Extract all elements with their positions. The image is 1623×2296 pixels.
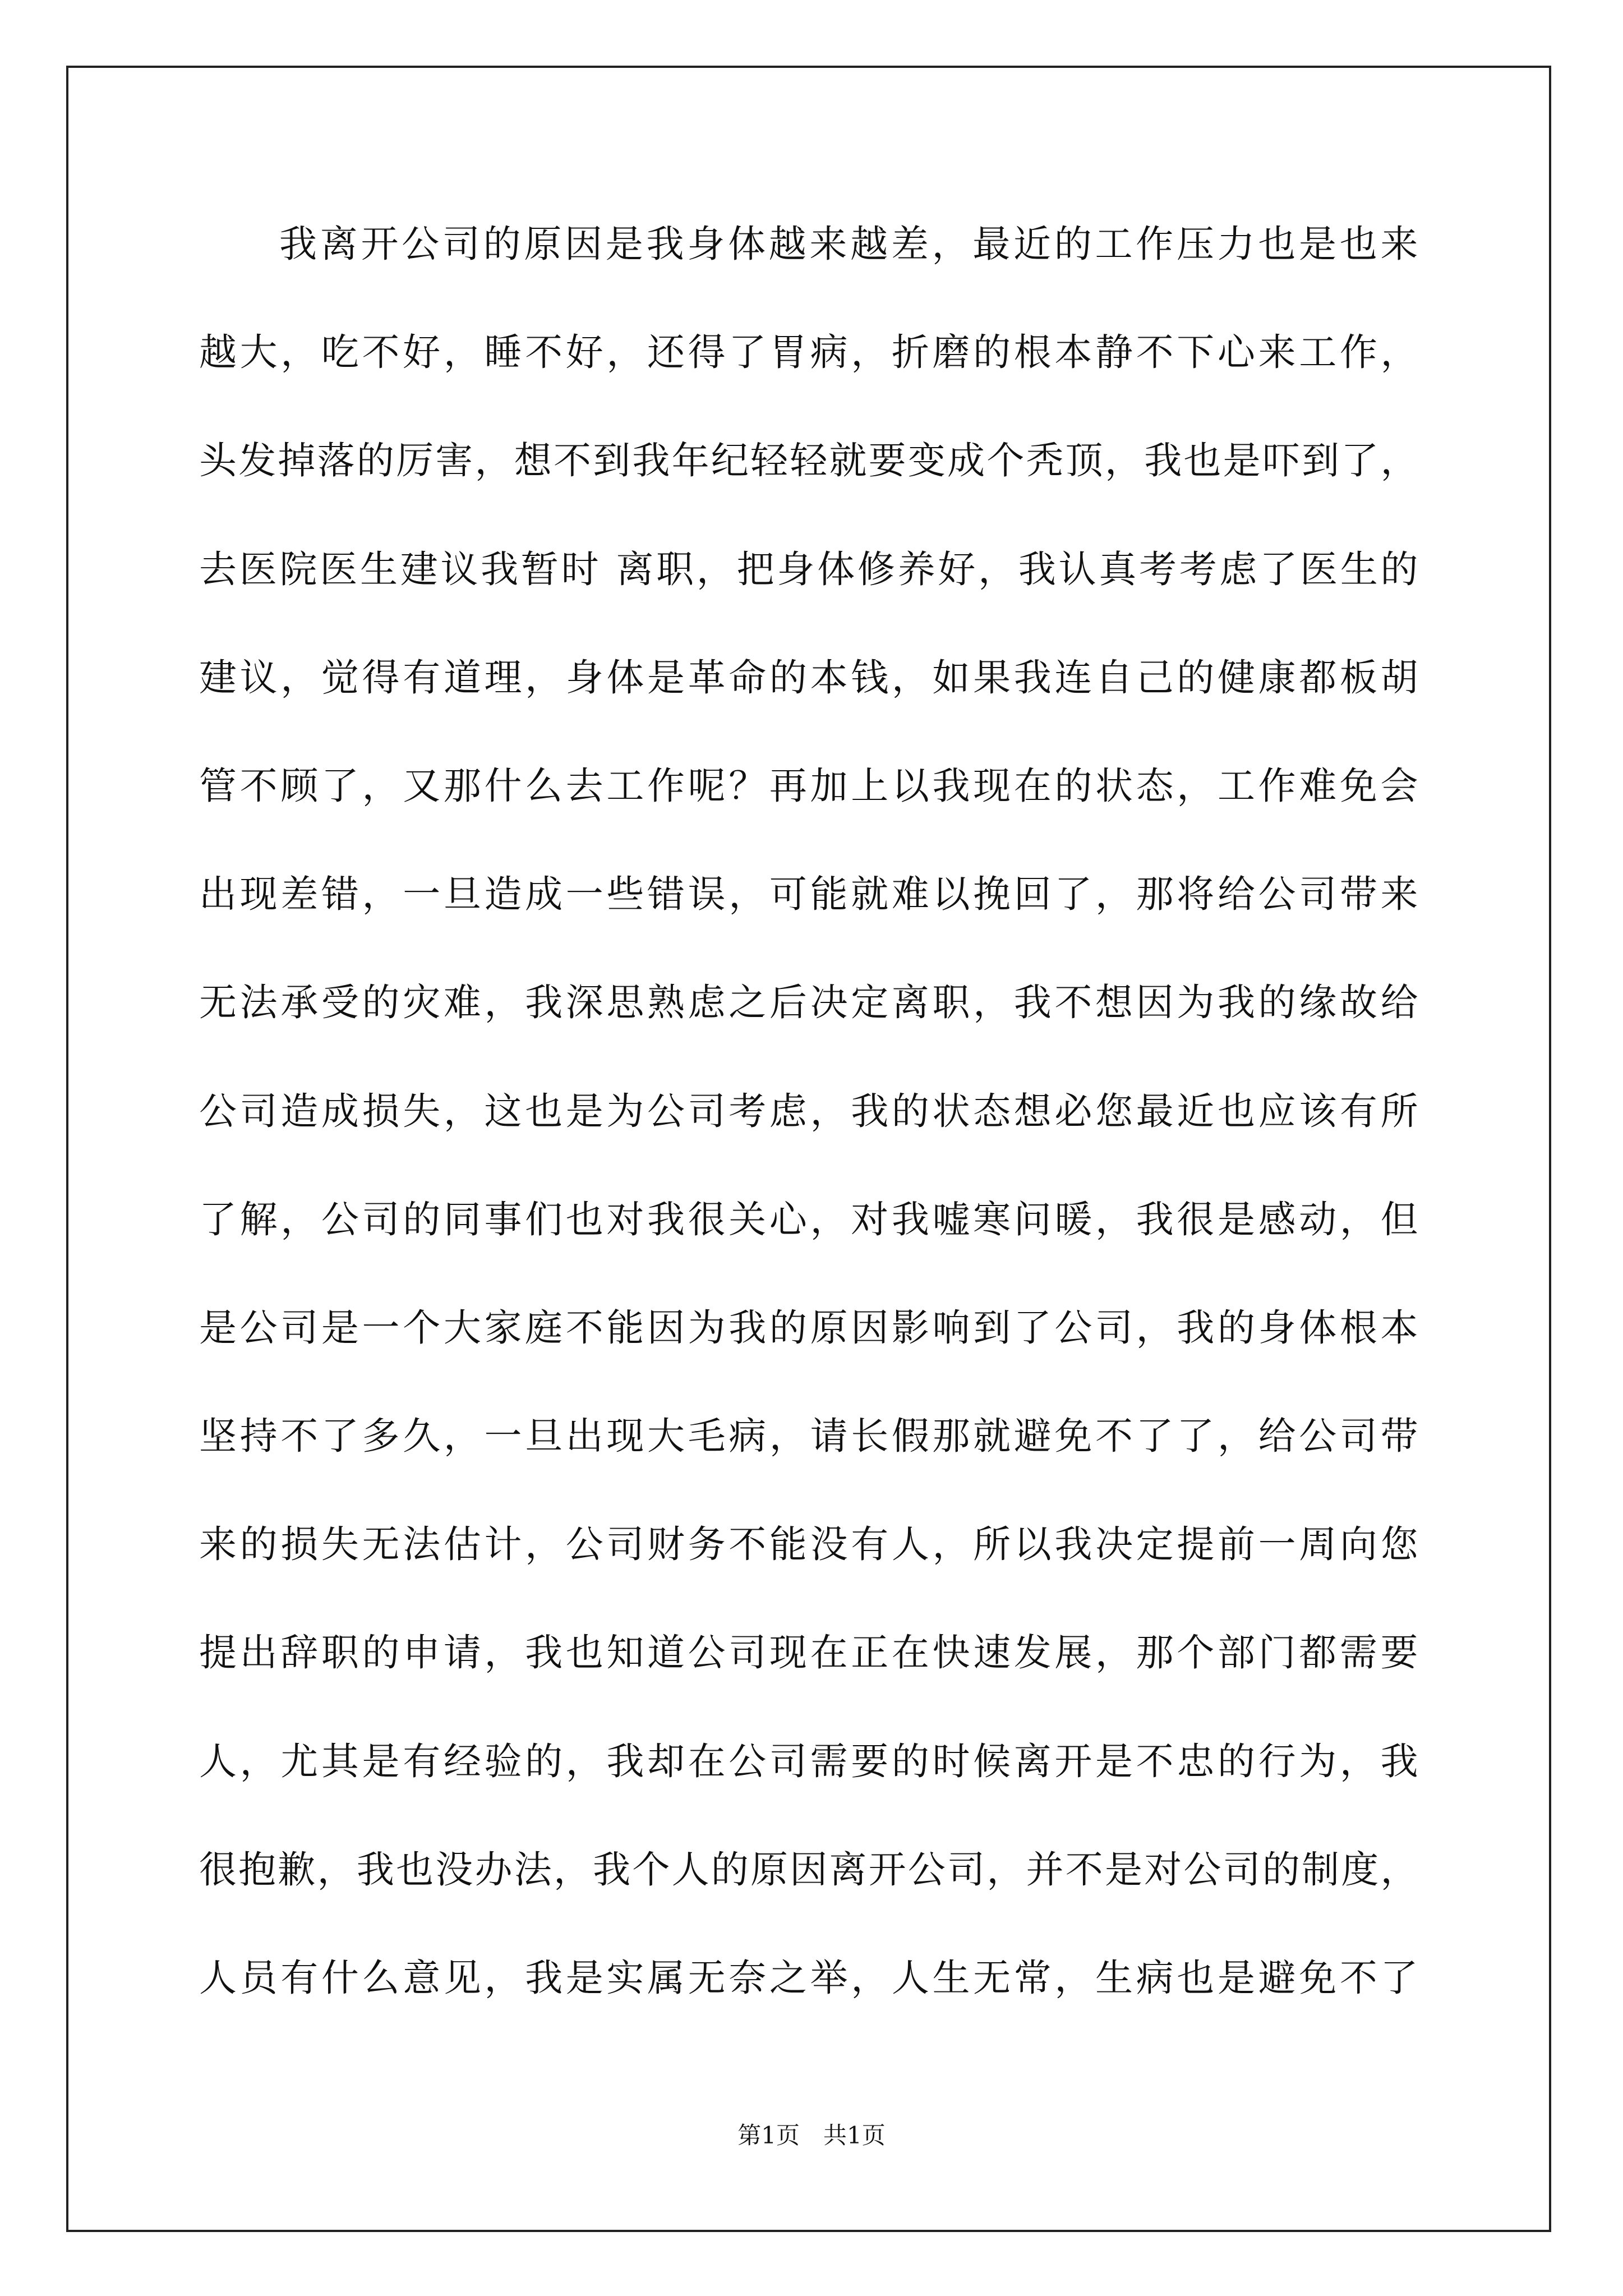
resignation-letter-body [199,222,1419,2064]
paragraph-line: 坚持不了多久，一旦出现大毛病，请长假那就避免不了了，给公司带 [199,1414,1419,1458]
paragraph-line: 很抱歉，我也没办法，我个人的原因离开公司，并不是对公司的制度， [199,1847,1419,1892]
paragraph-line: 是公司是一个大家庭不能因为我的原因影响到了公司，我的身体根本 [199,1305,1419,1350]
paragraph-line: 管不顾了，又那什么去工作呢？再加上以我现在的状态，工作难免会 [199,763,1419,808]
page-number-footer: 第1页 共1页 [737,2122,886,2149]
paragraph-line: 越大，吃不好，睡不好，还得了胃病，折磨的根本静不下心来工作， [199,330,1419,375]
paragraph-line: 无法承受的灾难，我深思熟虑之后决定离职，我不想因为我的缘故给 [199,981,1419,1025]
paragraph-line: 去医院医生建议我暂时 离职，把身体修养好，我认真考考虑了医生的 [199,547,1419,591]
paragraph-line: 提出辞职的申请，我也知道公司现在正在快速发展，那个部门都需要 [199,1631,1419,1675]
paragraph-line: 出现差错，一旦造成一些错误，可能就难以挽回了，那将给公司带来 [199,872,1419,917]
paragraph-line: 建议，觉得有道理，身体是革命的本钱，如果我连自己的健康都板胡 [199,655,1419,700]
paragraph-line: 我离开公司的原因是我身体越来越差，最近的工作压力也是也来 [279,222,1419,266]
paragraph-line: 公司造成损失，这也是为公司考虑，我的状态想必您最近也应该有所 [199,1089,1419,1133]
paragraph-line: 人，尤其是有经验的，我却在公司需要的时候离开是不忠的行为，我 [199,1739,1419,1783]
paragraph-line: 来的损失无法估计，公司财务不能没有人，所以我决定提前一周向您 [199,1522,1419,1567]
paragraph-line: 人员有什么意见，我是实属无奈之举，人生无常，生病也是避免不了 [199,1956,1419,2000]
paragraph-line: 了解，公司的同事们也对我很关心，对我嘘寒问暖，我很是感动，但 [199,1197,1419,1241]
paragraph-line: 头发掉落的厉害，想不到我年纪轻轻就要变成个秃顶，我也是吓到了， [199,439,1419,483]
